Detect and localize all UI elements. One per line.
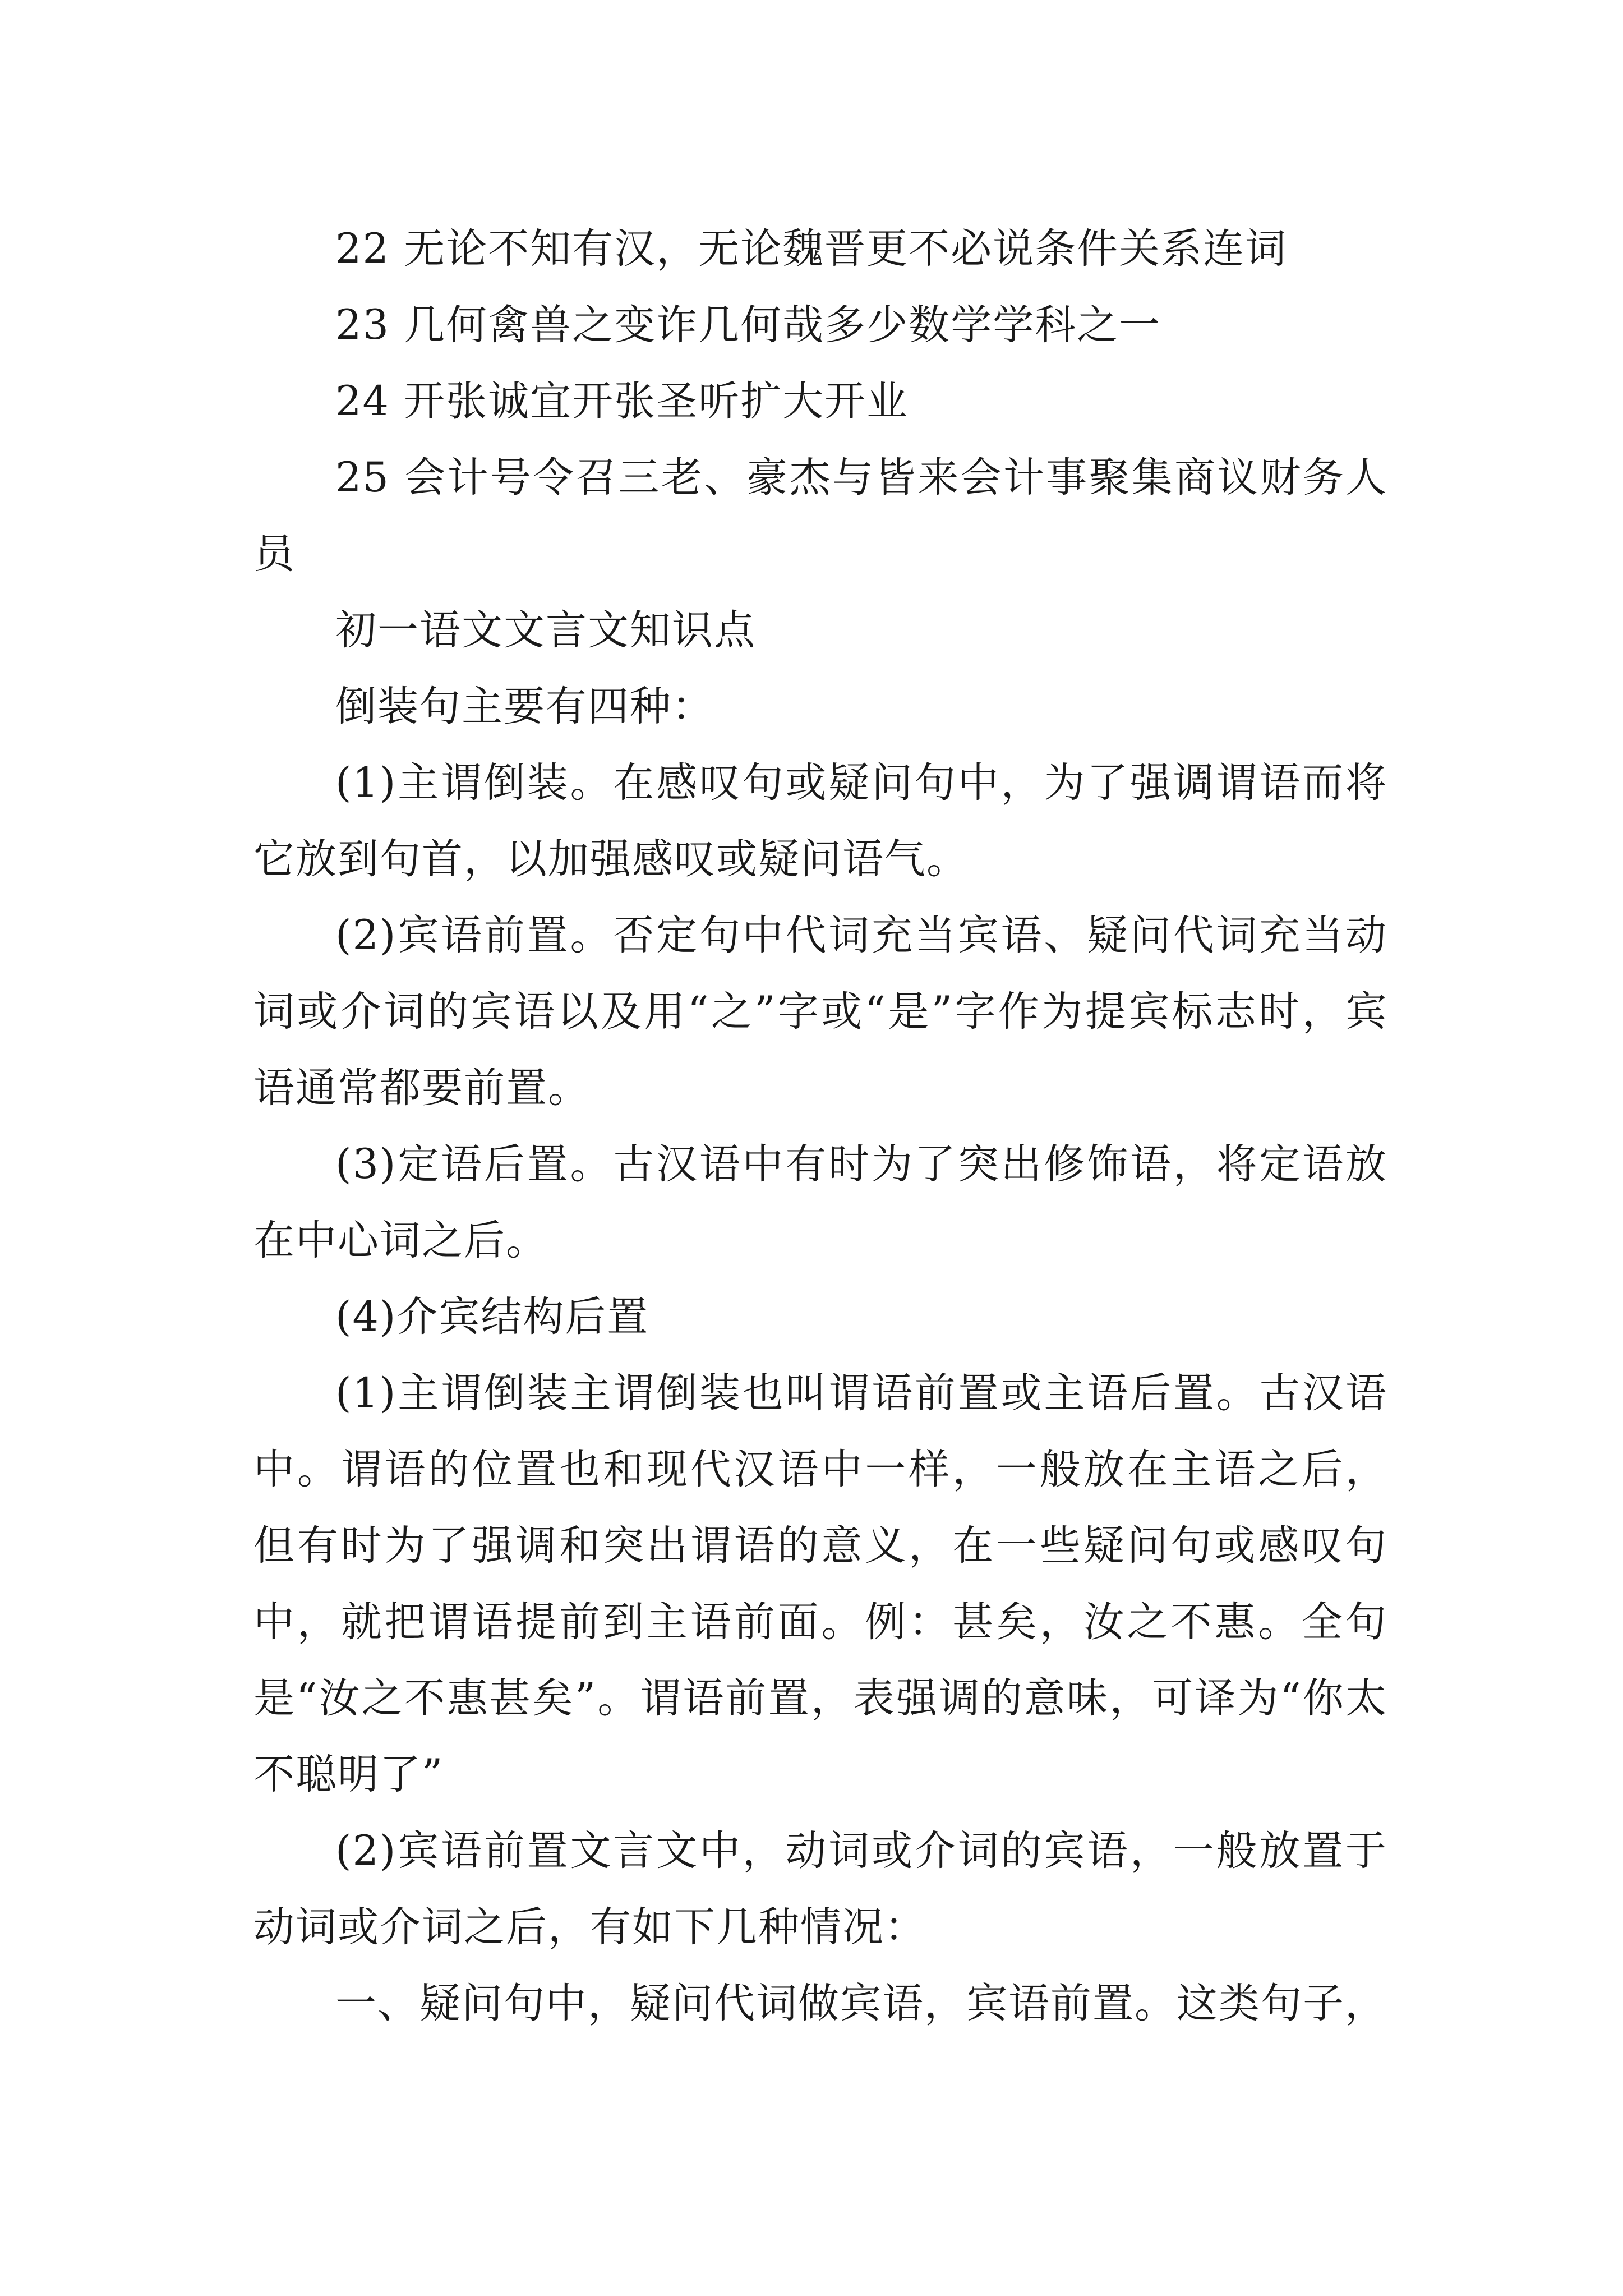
paragraph-object-preposing-detail: (2)宾语前置文言文中，动词或介词的宾语，一般放置于动词或介词之后，有如下几种情况： bbox=[253, 1827, 1387, 1951]
section-heading: 初一语文文言文知识点 bbox=[335, 606, 756, 654]
paragraph-inversion-intro: 倒装句主要有四种： bbox=[335, 683, 714, 730]
paragraph-question-object: 一、疑问句中，疑问代词做宾语，宾语前置。这类句子， bbox=[335, 1980, 1387, 2027]
paragraph-prepositional-postposing: (4)介宾结构后置 bbox=[335, 1293, 649, 1341]
paragraph-22-wulun: 22 无论不知有汉，无论魏晋更不必说条件关系连词 bbox=[335, 225, 1288, 273]
paragraph-subject-predicate-inversion: (1)主谓倒装。在感叹句或疑问句中，为了强调谓语而将它放到句首，以加强感叹或疑问语气。 bbox=[253, 759, 1387, 883]
paragraph-attributive-postposing: (3)定语后置。古汉语中有时为了突出修饰语，将定语放在中心词之后。 bbox=[253, 1140, 1387, 1264]
document-page bbox=[253, 211, 1387, 2042]
paragraph-subject-predicate-detail: (1)主谓倒装主谓倒装也叫谓语前置或主语后置。古汉语中。谓语的位置也和现代汉语中一样，一般放在主语之后，但有时为了强调和突出谓语的意义，在一些疑问句或感叹句中，就把谓语提前到主语前面。例：甚矣，汝之不惠。全句是“汝之不惠甚矣”。谓语前置，表强调的意味，可译为“你太不聪明了” bbox=[253, 1369, 1387, 1798]
paragraph-23-jihe: 23 几何禽兽之变诈几何哉多少数学学科之一 bbox=[335, 301, 1161, 349]
paragraph-25-kuaiji: 25 会计号令召三老、豪杰与皆来会计事聚集商议财务人员 bbox=[253, 454, 1387, 578]
paragraph-object-preposing: (2)宾语前置。否定句中代词充当宾语、疑问代词充当动词或介词的宾语以及用“之”字或“是”字作为提宾标志时，宾语通常都要前置。 bbox=[253, 912, 1387, 1112]
paragraph-24-kaizhang: 24 开张诚宜开张圣听扩大开业 bbox=[335, 378, 909, 425]
